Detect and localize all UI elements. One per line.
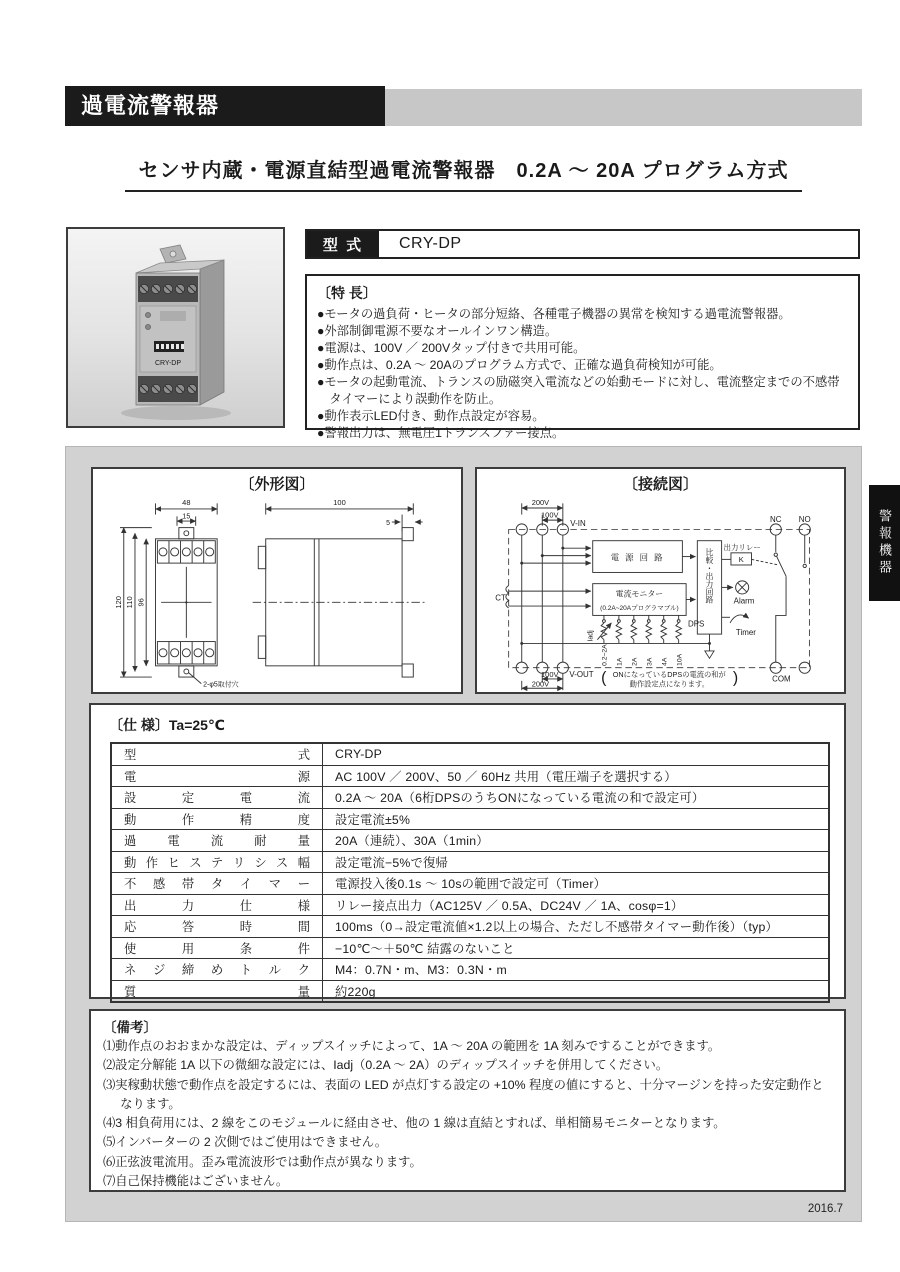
- label-monitor: 電流モニター: [615, 589, 664, 599]
- spec-label: 質 量: [124, 984, 310, 999]
- remarks-heading: 〔備考〕: [103, 1020, 157, 1035]
- table-row: [111, 765, 829, 787]
- table-row: [111, 873, 829, 895]
- spec-value: −10℃～＋50℃ 結露のないこと: [323, 937, 830, 959]
- spec-box: [89, 703, 846, 999]
- table-row: [111, 894, 829, 916]
- label-iadj: Iadj: [587, 630, 595, 642]
- model-value: CRY-DP: [399, 235, 462, 252]
- feature-item: ●電源は、100V ／ 200Vタップ付きで共用可能。: [317, 340, 586, 355]
- feature-item: ●モータの起動電流、トランスの励磁突入電流などの始動モードに対し、電流整定までの不感帯タイマーにより誤動作を防止。: [317, 374, 840, 406]
- label-k: K: [738, 555, 744, 565]
- spec-label: 出 力 仕 様: [124, 898, 310, 913]
- label-vout: V-OUT: [569, 670, 594, 680]
- label-vin: V-IN: [570, 518, 586, 528]
- spec-label: 型 式: [124, 748, 310, 763]
- remark-item: ⑵設定分解能 1A 以下の微細な設定には、Iadj（0.2A ～ 2A）のディップスイッチを併用してください。: [103, 1058, 669, 1073]
- remarks-box: [89, 1009, 846, 1192]
- outline-heading: 〔外形図〕: [239, 476, 315, 493]
- connection-diagram-box: [475, 467, 846, 694]
- table-row: [111, 851, 829, 873]
- dim-depth: 100: [333, 498, 346, 508]
- dim-panel: 5: [386, 519, 391, 527]
- outline-drawing-box: [91, 467, 463, 694]
- spec-label: ネ ジ 締 め ト ル ク: [124, 963, 310, 978]
- label-r1: 1A: [616, 657, 624, 666]
- feature-item: ●動作表示LED付き、動作点設定が容易。: [317, 408, 545, 423]
- label-100v-top: 100V: [541, 510, 559, 520]
- content-panel: [65, 446, 862, 1222]
- dim-width: 48: [182, 498, 191, 508]
- table-row: [111, 937, 829, 959]
- page-title-wrap: [65, 154, 862, 192]
- features-box: [305, 274, 860, 440]
- model-label: 型 式: [307, 231, 379, 257]
- spec-value: M4：0.7N・m、M3：0.3N・m: [323, 959, 830, 981]
- dps-note-line1: ONになっているDPSの電流の和が: [612, 670, 726, 680]
- remark-item: ⑷3 相負荷用には、2 線をこのモジュールに経由させ、他の 1 線は直結とすれば、単相簡易モニターとなります。: [103, 1116, 726, 1131]
- label-r10: 10A: [676, 653, 684, 666]
- label-100v-bottom: 100V: [541, 670, 559, 680]
- table-row: [111, 808, 829, 830]
- label-com: COM: [772, 674, 791, 684]
- feature-item: ●モータの過負荷・ヒータの部分短絡、各種電子機器の異常を検知する過電流警報器。: [317, 307, 791, 321]
- remark-item: ⑸インバーターの 2 次側ではご使用はできません。: [103, 1135, 388, 1150]
- side-tab-alarm-devices: 警報機器: [869, 485, 900, 601]
- label-200v-bottom: 200V: [531, 679, 550, 689]
- device-model-text: CRY-DP: [154, 360, 182, 367]
- table-row: [111, 830, 829, 852]
- label-compare-output: 比較・出力回路: [704, 548, 714, 604]
- label-ct: CT: [495, 593, 506, 603]
- remark-item: ⑴動作点のおおまかな設定は、ディップスイッチによって、1A ～ 20A の範囲を 1A 刻みですることができます。: [103, 1039, 721, 1053]
- remark-item: ⑺自己保持機能はございません。: [103, 1174, 289, 1189]
- label-r3: 3A: [646, 657, 654, 666]
- spec-label: 電 源: [124, 769, 310, 784]
- spec-value: 0.2A ～ 20A（6桁DPSのうちONになっている電流の和で設定可）: [323, 787, 830, 809]
- spec-value: 設定電流−5%で復帰: [323, 851, 830, 873]
- category-header-bar: 過電流警報器: [65, 86, 385, 126]
- connection-diagram: [477, 494, 842, 692]
- spec-label: 使 用 条 件: [124, 941, 310, 956]
- label-r02: 0.2~2A: [601, 644, 609, 666]
- table-row: [111, 980, 829, 1002]
- label-dps: DPS: [687, 619, 705, 629]
- spec-label: 設 定 電 流: [124, 791, 310, 806]
- dim-height-120: 120: [113, 596, 123, 609]
- spec-label: 不 感 帯 タ イ マ ー: [124, 877, 310, 892]
- dps-note-line2: 動作設定点になります。: [629, 679, 709, 689]
- label-nc: NC: [770, 515, 782, 525]
- outline-drawing: [93, 494, 459, 692]
- table-row: [111, 787, 829, 809]
- table-row: [111, 916, 829, 938]
- spec-value: 100ms（0→設定電流値×1.2以上の場合、ただし不感帯タイマー動作後）（typ）: [323, 916, 830, 938]
- dim-tab-width: 15: [182, 513, 191, 521]
- label-r4: 4A: [661, 657, 669, 666]
- device-illustration: [68, 229, 283, 426]
- mounting-holes-note: 2-φ5取付穴: [203, 681, 239, 689]
- spec-value: 20A（連続）、30A（1min）: [323, 830, 830, 852]
- header-gray-bar: [385, 89, 862, 126]
- connection-heading: 〔接続図〕: [622, 476, 698, 493]
- label-no: NO: [798, 515, 811, 525]
- spec-table: [110, 742, 830, 1003]
- spec-value: 電源投入後0.1s ～ 10sの範囲で設定可（Timer）: [323, 873, 830, 895]
- note-paren-open: (: [601, 669, 607, 687]
- remark-item: ⑶実稼動状態で動作点を設定するには、表面の LED が点灯する設定の +10% 程度の値にすると、十分マージンを持った安定動作となります。: [103, 1077, 824, 1111]
- spec-value: CRY-DP: [323, 743, 830, 765]
- dim-height-110: 110: [125, 596, 135, 609]
- spec-label: 動 作 精 度: [124, 812, 310, 827]
- product-photo: [66, 227, 285, 428]
- table-row: [111, 959, 829, 981]
- label-alarm: Alarm: [733, 596, 755, 606]
- table-row: [111, 743, 829, 765]
- spec-value: リレー接点出力（AC125V ／ 0.5A、DC24V ／ 1A、cosφ=1）: [323, 894, 830, 916]
- spec-value: AC 100V ／ 200V、50 ／ 60Hz 共用（電圧端子を選択する）: [323, 765, 830, 787]
- feature-item: ●外部制御電源不要なオールインワン構造。: [317, 323, 558, 338]
- feature-item: ●警報出力は、無電圧1トランスファー接点。: [317, 425, 565, 440]
- label-timer: Timer: [735, 628, 756, 638]
- label-200v-top: 200V: [531, 498, 550, 508]
- label-r2: 2A: [631, 657, 639, 666]
- label-output-relay: 出力リレー: [723, 543, 761, 553]
- page-title: センサ内蔵・電源直結型過電流警報器 0.2A ～ 20A プログラム方式: [125, 154, 803, 192]
- spec-label: 応 答 時 間: [124, 920, 310, 935]
- spec-label: 過 電 流 耐 量: [124, 834, 310, 849]
- model-row: [305, 229, 860, 259]
- label-power-circuit: 電 源 回 路: [610, 552, 665, 563]
- spec-value: 設定電流±5%: [323, 808, 830, 830]
- spec-heading: 〔仕 様〕Ta=25℃: [109, 717, 225, 733]
- dim-height-96: 96: [136, 598, 146, 607]
- spec-value: 約220g: [323, 980, 830, 1002]
- feature-item: ●動作点は、0.2A ～ 20Aのプログラム方式で、正確な過負荷検知が可能。: [317, 357, 722, 372]
- note-paren-close: ): [732, 669, 739, 687]
- remark-item: ⑹正弦波電流用。歪み電流波形では動作点が異なります。: [103, 1154, 422, 1169]
- revision-date: 2016.7: [807, 1203, 843, 1215]
- spec-label: 動作ヒステリシス幅: [124, 855, 310, 870]
- features-heading: 〔特 長〕: [317, 285, 377, 301]
- label-monitor-range: (0.2A~20Aプログラマブル): [600, 604, 679, 612]
